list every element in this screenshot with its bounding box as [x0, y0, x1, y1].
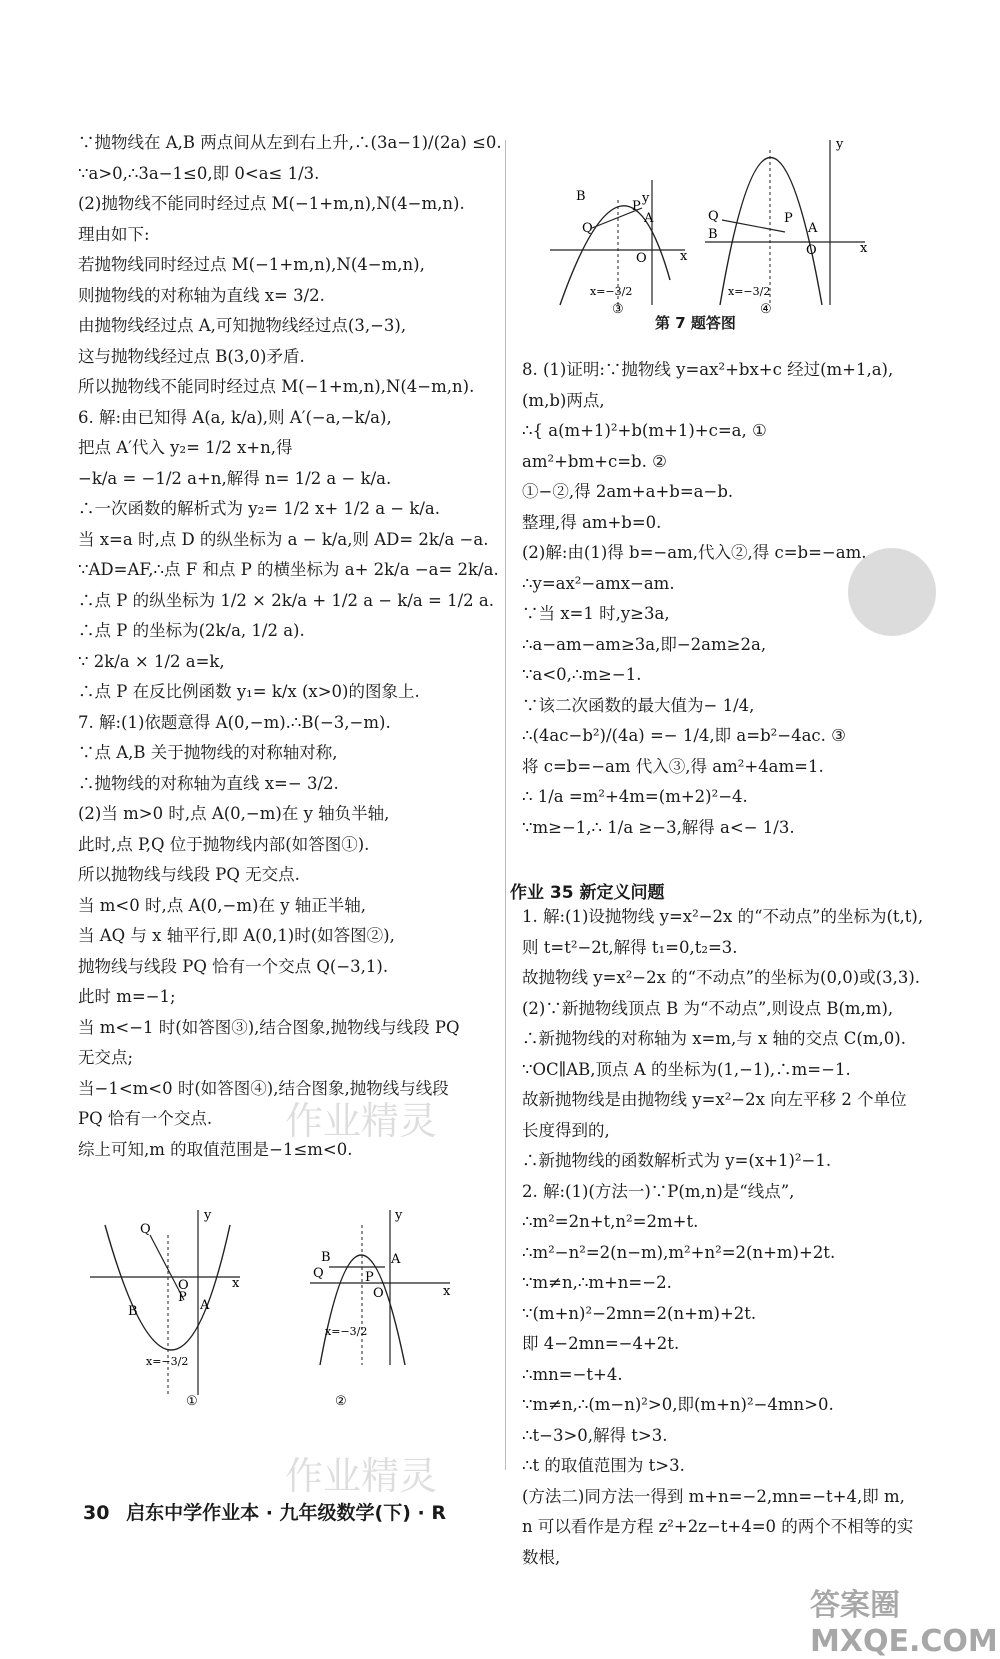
text-line: ∵AD=AF,∴点 F 和点 P 的横坐标为 a+ 2k/a −a= 2k/a.	[78, 560, 499, 579]
fig3-caption: ③	[612, 302, 624, 315]
text-line: ∴点 P 在反比例函数 y₁= k/x (x>0)的图象上.	[78, 682, 420, 701]
fig1-label-o: O	[178, 1278, 189, 1293]
text-line: 所以抛物线不能同时经过点 M(−1+m,n),N(4−m,n).	[78, 377, 475, 396]
column-divider	[505, 140, 506, 1470]
text-line: (方法二)同方法一得到 m+n=−2,mn=−t+4,即 m,	[522, 1486, 905, 1506]
fig2-axis-eq: x=−3/2	[325, 1325, 368, 1338]
text-line: ∴a−am−am≥3a,即−2am≥2a,	[522, 634, 767, 654]
fig3-axis-eq: x=−3/2	[590, 285, 633, 298]
text-line: ∵m≥−1,∴ 1/a ≥−3,解得 a<− 1/3.	[522, 817, 795, 837]
fig1-label-q: Q	[140, 1222, 151, 1237]
text-line: (2)∵新抛物线顶点 B 为“不动点”,则设点 B(m,m),	[522, 998, 894, 1018]
fig4-caption: ④	[760, 302, 772, 315]
fig3-label-o: O	[636, 251, 647, 266]
fig2-label-b: B	[321, 1250, 331, 1265]
fig1-label-x: x	[232, 1276, 240, 1291]
text-line: 所以抛物线与线段 PQ 无交点.	[78, 865, 300, 884]
site-logo: 答案圈 MXQE.COM	[810, 1588, 998, 1659]
text-line: 当−1<m<0 时(如答图④),结合图象,抛物线与线段	[78, 1078, 449, 1098]
text-line: ∴点 P 的纵坐标为 1/2 × 2k/a + 1/2 a − k/a = 1/2 a.	[78, 590, 494, 610]
fig3-label-a: A	[644, 211, 654, 226]
text-line: 此时 m=−1;	[78, 987, 176, 1006]
right-column-2	[522, 902, 942, 1573]
text-line: 长度得到的,	[522, 1120, 610, 1140]
text-line: ∵当 x=1 时,y≥3a,	[522, 604, 670, 623]
text-line: ∵m≠n,∴(m−n)²>0,即(m+n)²−4mn>0.	[522, 1395, 834, 1414]
text-line: 6. 解:由已知得 A(a, k/a),则 A′(−a,−k/a),	[78, 407, 392, 427]
text-line: 则抛物线的对称轴为直线 x= 3/2.	[78, 285, 325, 305]
fig4-axis-eq: x=−3/2	[728, 285, 771, 298]
text-line: 数根,	[522, 1547, 561, 1567]
fig3-label-y: y	[642, 191, 650, 206]
fig2-label-o: O	[373, 1286, 384, 1301]
fig2-label-a: A	[391, 1252, 401, 1267]
text-line: 当 m<−1 时(如答图③),结合图象,抛物线与线段 PQ	[78, 1017, 460, 1037]
text-line: ①−②,得 2am+a+b=a−b.	[522, 482, 734, 501]
text-line: ∵点 A,B 关于抛物线的对称轴对称,	[78, 743, 338, 762]
figure-2	[305, 1205, 455, 1414]
fig4-label-q: Q	[708, 209, 719, 224]
text-line: ∴t−3>0,解得 t>3.	[522, 1425, 668, 1445]
fig2-label-q: Q	[313, 1266, 324, 1281]
fig1-axis-eq: x=−3/2	[146, 1355, 189, 1368]
text-line: ∴t 的取值范围为 t>3.	[522, 1456, 685, 1475]
text-line: ∴点 P 的坐标为(2k/a, 1/2 a).	[78, 621, 305, 640]
text-line: ∴一次函数的解析式为 y₂= 1/2 x+ 1/2 a − k/a.	[78, 499, 441, 518]
text-line: 当 AQ 与 x 轴平行,即 A(0,1)时(如答图②),	[78, 926, 395, 945]
text-line: am²+bm+c=b. ②	[522, 451, 667, 471]
text-line: ∴{ a(m+1)²+b(m+1)+c=a, ①	[522, 421, 767, 440]
text-line: ∵m≠n,∴m+n=−2.	[522, 1273, 672, 1292]
fig1-label-a: A	[200, 1298, 210, 1313]
text-line: (2)解:由(1)得 b=−am,代入②,得 c=b=−am.	[522, 543, 867, 562]
text-line: 抛物线与线段 PQ 恰有一个交点 Q(−3,1).	[78, 956, 389, 976]
fig4-label-a: A	[808, 221, 818, 236]
figure-1	[80, 1205, 250, 1414]
fig3-label-p: P	[632, 199, 641, 214]
text-line: 则 t=t²−2t,解得 t₁=0,t₂=3.	[522, 937, 738, 957]
text-line: 7. 解:(1)依题意得 A(0,−m).∴B(−3,−m).	[78, 712, 391, 732]
fig4-label-o: O	[806, 243, 817, 258]
text-line: 综上可知,m 的取值范围是−1≤m<0.	[78, 1139, 353, 1159]
fig1-caption: ①	[186, 1394, 198, 1409]
text-line: ∴y=ax²−amx−am.	[522, 573, 675, 593]
text-line: 当 x=a 时,点 D 的纵坐标为 a − k/a,则 AD= 2k/a −a.	[78, 529, 489, 549]
fig4-label-p: P	[784, 211, 793, 226]
text-line: 整理,得 am+b=0.	[522, 512, 662, 532]
text-line: ∵抛物线在 A,B 两点间从左到右上升,∴(3a−1)/(2a) ≤0.	[78, 133, 502, 152]
text-line: PQ 恰有一个交点.	[78, 1109, 213, 1128]
text-line: 这与抛物线经过点 B(3,0)矛盾.	[78, 346, 305, 366]
figure-7-title: 第 7 题答图	[655, 314, 736, 332]
watermark-1: 作业精灵	[285, 1099, 438, 1143]
text-line: 无交点;	[78, 1048, 134, 1067]
text-line: ∴m²=2n+t,n²=2m+t.	[522, 1212, 699, 1231]
figure-4	[700, 130, 870, 319]
text-line: ∴mn=−t+4.	[522, 1364, 623, 1384]
text-line: ∴ 1/a =m²+4m=(m+2)²−4.	[522, 787, 748, 806]
text-line: ∴(4ac−b²)/(4a) =− 1/4,即 a=b²−4ac. ③	[522, 726, 846, 745]
fig2-label-p: P	[365, 1270, 374, 1285]
text-line: 8. (1)证明:∵抛物线 y=ax²+bx+c 经过(m+1,a),	[522, 360, 894, 379]
fig3-label-b: B	[576, 189, 586, 204]
text-line: 故抛物线 y=x²−2x 的“不动点”的坐标为(0,0)或(3,3).	[522, 968, 921, 987]
fig1-label-b: B	[128, 1304, 138, 1319]
fig2-caption: ②	[335, 1394, 347, 1409]
watermark-2: 作业精灵	[285, 1454, 438, 1498]
text-line: 2. 解:(1)(方法一)∵P(m,n)是“线点”,	[522, 1181, 795, 1201]
text-line: (m,b)两点,	[522, 390, 605, 410]
text-line: ∵a>0,∴3a−1≤0,即 0<a≤ 1/3.	[78, 163, 320, 183]
page-number: 30	[83, 1502, 110, 1524]
text-line: (2)抛物线不能同时经过点 M(−1+m,n),N(4−m,n).	[78, 194, 465, 213]
text-line: 将 c=b=−am 代入③,得 am²+4am=1.	[522, 756, 824, 776]
text-line: ∵a<0,∴m≥−1.	[522, 665, 642, 684]
fig2-label-y: y	[395, 1208, 403, 1223]
text-line: 理由如下:	[78, 224, 150, 244]
text-line: 当 m<0 时,点 A(0,−m)在 y 轴正半轴,	[78, 895, 367, 915]
figure-3	[540, 130, 690, 319]
fig4-label-x: x	[860, 241, 868, 256]
text-line: −k/a = −1/2 a+n,解得 n= 1/2 a − k/a.	[78, 468, 392, 488]
page-footer	[83, 1498, 446, 1525]
text-line: ∵该二次函数的最大值为− 1/4,	[522, 695, 755, 715]
text-line: 若抛物线同时经过点 M(−1+m,n),N(4−m,n),	[78, 255, 425, 274]
fig2-label-x: x	[443, 1284, 451, 1299]
book-title: 启东中学作业本 · 九年级数学(下) · R	[126, 1502, 446, 1524]
text-line: 即 4−2mn=−4+2t.	[522, 1334, 680, 1353]
text-line: ∴新抛物线的对称轴为 x=m,与 x 轴的交点 C(m,0).	[522, 1029, 906, 1048]
fig1-label-p: P	[178, 1290, 187, 1305]
text-line: ∴新抛物线的函数解析式为 y=(x+1)²−1.	[522, 1151, 832, 1170]
text-line: ∵(m+n)²−2mn=2(n+m)+2t.	[522, 1303, 757, 1323]
text-line: 把点 A′代入 y₂= 1/2 x+n,得	[78, 438, 293, 457]
text-line: (2)当 m>0 时,点 A(0,−m)在 y 轴负半轴,	[78, 804, 390, 823]
text-line: 由抛物线经过点 A,可知抛物线经过点(3,−3),	[78, 316, 407, 335]
text-line: 此时,点 P,Q 位于抛物线内部(如答图①).	[78, 834, 370, 854]
text-line: 故新抛物线是由抛物线 y=x²−2x 向左平移 2 个单位	[522, 1090, 907, 1109]
left-column	[78, 128, 502, 1165]
fig1-label-y: y	[204, 1208, 212, 1223]
text-line: ∴m²−n²=2(n−m),m²+n²=2(n+m)+2t.	[522, 1242, 836, 1262]
fig4-label-y: y	[836, 137, 844, 152]
text-line: 1. 解:(1)设抛物线 y=x²−2x 的“不动点”的坐标为(t,t),	[522, 907, 924, 926]
fig3-label-q: Q	[582, 221, 593, 236]
text-line: ∵ 2k/a × 1/2 a=k,	[78, 651, 225, 671]
section-title: 作业 35 新定义问题	[510, 883, 665, 903]
stamp-seal	[848, 548, 936, 636]
text-line: ∵OC∥AB,顶点 A 的坐标为(1,−1),∴m=−1.	[522, 1059, 851, 1079]
text-line: ∴抛物线的对称轴为直线 x=− 3/2.	[78, 773, 339, 793]
fig4-label-b: B	[708, 227, 718, 242]
text-line: n 可以看作是方程 z²+2z−t+4=0 的两个不相等的实	[522, 1517, 914, 1536]
fig3-label-x: x	[680, 249, 688, 264]
